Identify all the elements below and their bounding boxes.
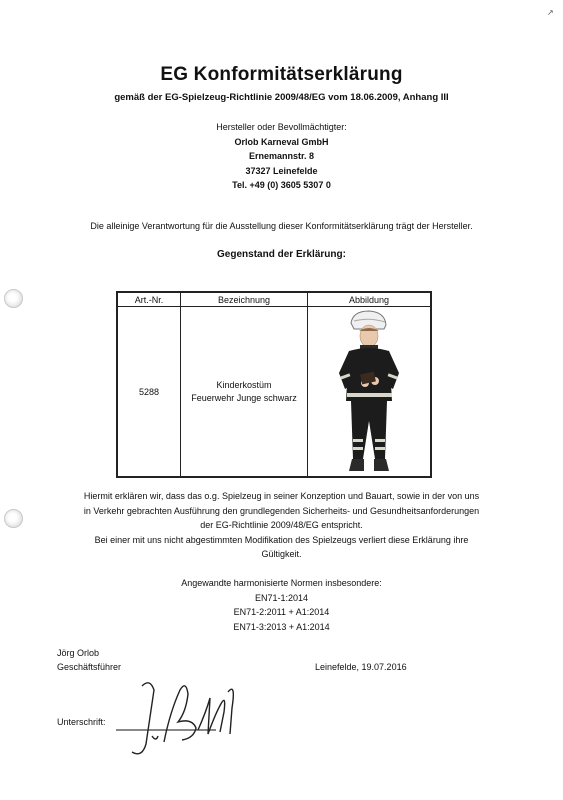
signatory-role: Geschäftsführer — [57, 662, 122, 672]
punch-hole-icon — [4, 289, 23, 308]
product-table — [116, 291, 432, 478]
product-name-line1: Kinderkostüm — [216, 380, 272, 390]
product-image-cell — [308, 307, 432, 478]
standard-item: EN71-3:2013 + A1:2014 — [233, 621, 330, 632]
document-subtitle: gemäß der EG-Spielzeug-Richtlinie 2009/48/EG vom 18.06.2009, Anhang III — [114, 92, 449, 103]
signatory-name: Jörg Orlob — [57, 648, 100, 658]
product-name-line2: Feuerwehr Junge schwarz — [191, 393, 297, 403]
manufacturer-name: Orlob Karneval GmbH — [234, 136, 329, 147]
standards-intro: Angewandte harmonisierte Normen insbesondere: — [181, 578, 382, 588]
corner-arrow-icon: ↗ — [547, 8, 554, 17]
handwritten-signature — [112, 672, 252, 764]
signature-label: Unterschrift: — [57, 717, 106, 727]
statement-line: in Verkehr gebrachten Ausführung den grundlegenden Sicherheits- und Gesundheitsanforderungen — [83, 505, 480, 516]
manufacturer-street: Ernemannstr. 8 — [248, 151, 315, 161]
table-header-row — [117, 292, 431, 307]
responsibility-text: Die alleinige Verantwortung für die Ausstellung dieser Konformitätserklärung trägt der Hersteller. — [90, 221, 473, 231]
statement-line: Bei einer mit uns nicht abgestimmten Modifikation des Spielzeugs verliert diese Erklärung ihre — [94, 534, 469, 545]
place-date: Leinefelde, 19.07.2016 — [315, 662, 407, 672]
standards-block — [0, 576, 563, 634]
conformity-statement — [40, 489, 523, 562]
table-row — [117, 307, 431, 478]
manufacturer-block — [0, 120, 563, 193]
article-number: 5288 — [117, 307, 181, 478]
firefighter-costume-image — [329, 309, 409, 475]
document-title: EG Konformitätserklärung — [160, 64, 403, 85]
standard-item: EN71-2:2011 + A1:2014 — [233, 607, 330, 617]
manufacturer-label: Hersteller oder Bevollmächtigter: — [216, 122, 347, 132]
manufacturer-phone: Tel. +49 (0) 3605 5307 0 — [232, 180, 331, 190]
product-name-cell — [181, 307, 308, 478]
column-header-name: Bezeichnung — [181, 292, 308, 307]
punch-hole-icon — [4, 509, 23, 528]
statement-line: Gültigkeit. — [261, 549, 302, 559]
column-header-image: Abbildung — [308, 292, 432, 307]
statement-line: der EG-Richtlinie 2009/48/EG entspricht. — [200, 520, 363, 530]
subject-heading: Gegenstand der Erklärung: — [217, 249, 346, 260]
manufacturer-city: 37327 Leinefelde — [245, 165, 318, 176]
column-header-article-no: Art.-Nr. — [117, 292, 181, 307]
standard-item: EN71-1:2014 — [254, 592, 309, 603]
statement-line: Hiermit erklären wir, dass das o.g. Spielzeug in seiner Konzeption und Bauart, sowie in der von uns — [83, 491, 480, 501]
